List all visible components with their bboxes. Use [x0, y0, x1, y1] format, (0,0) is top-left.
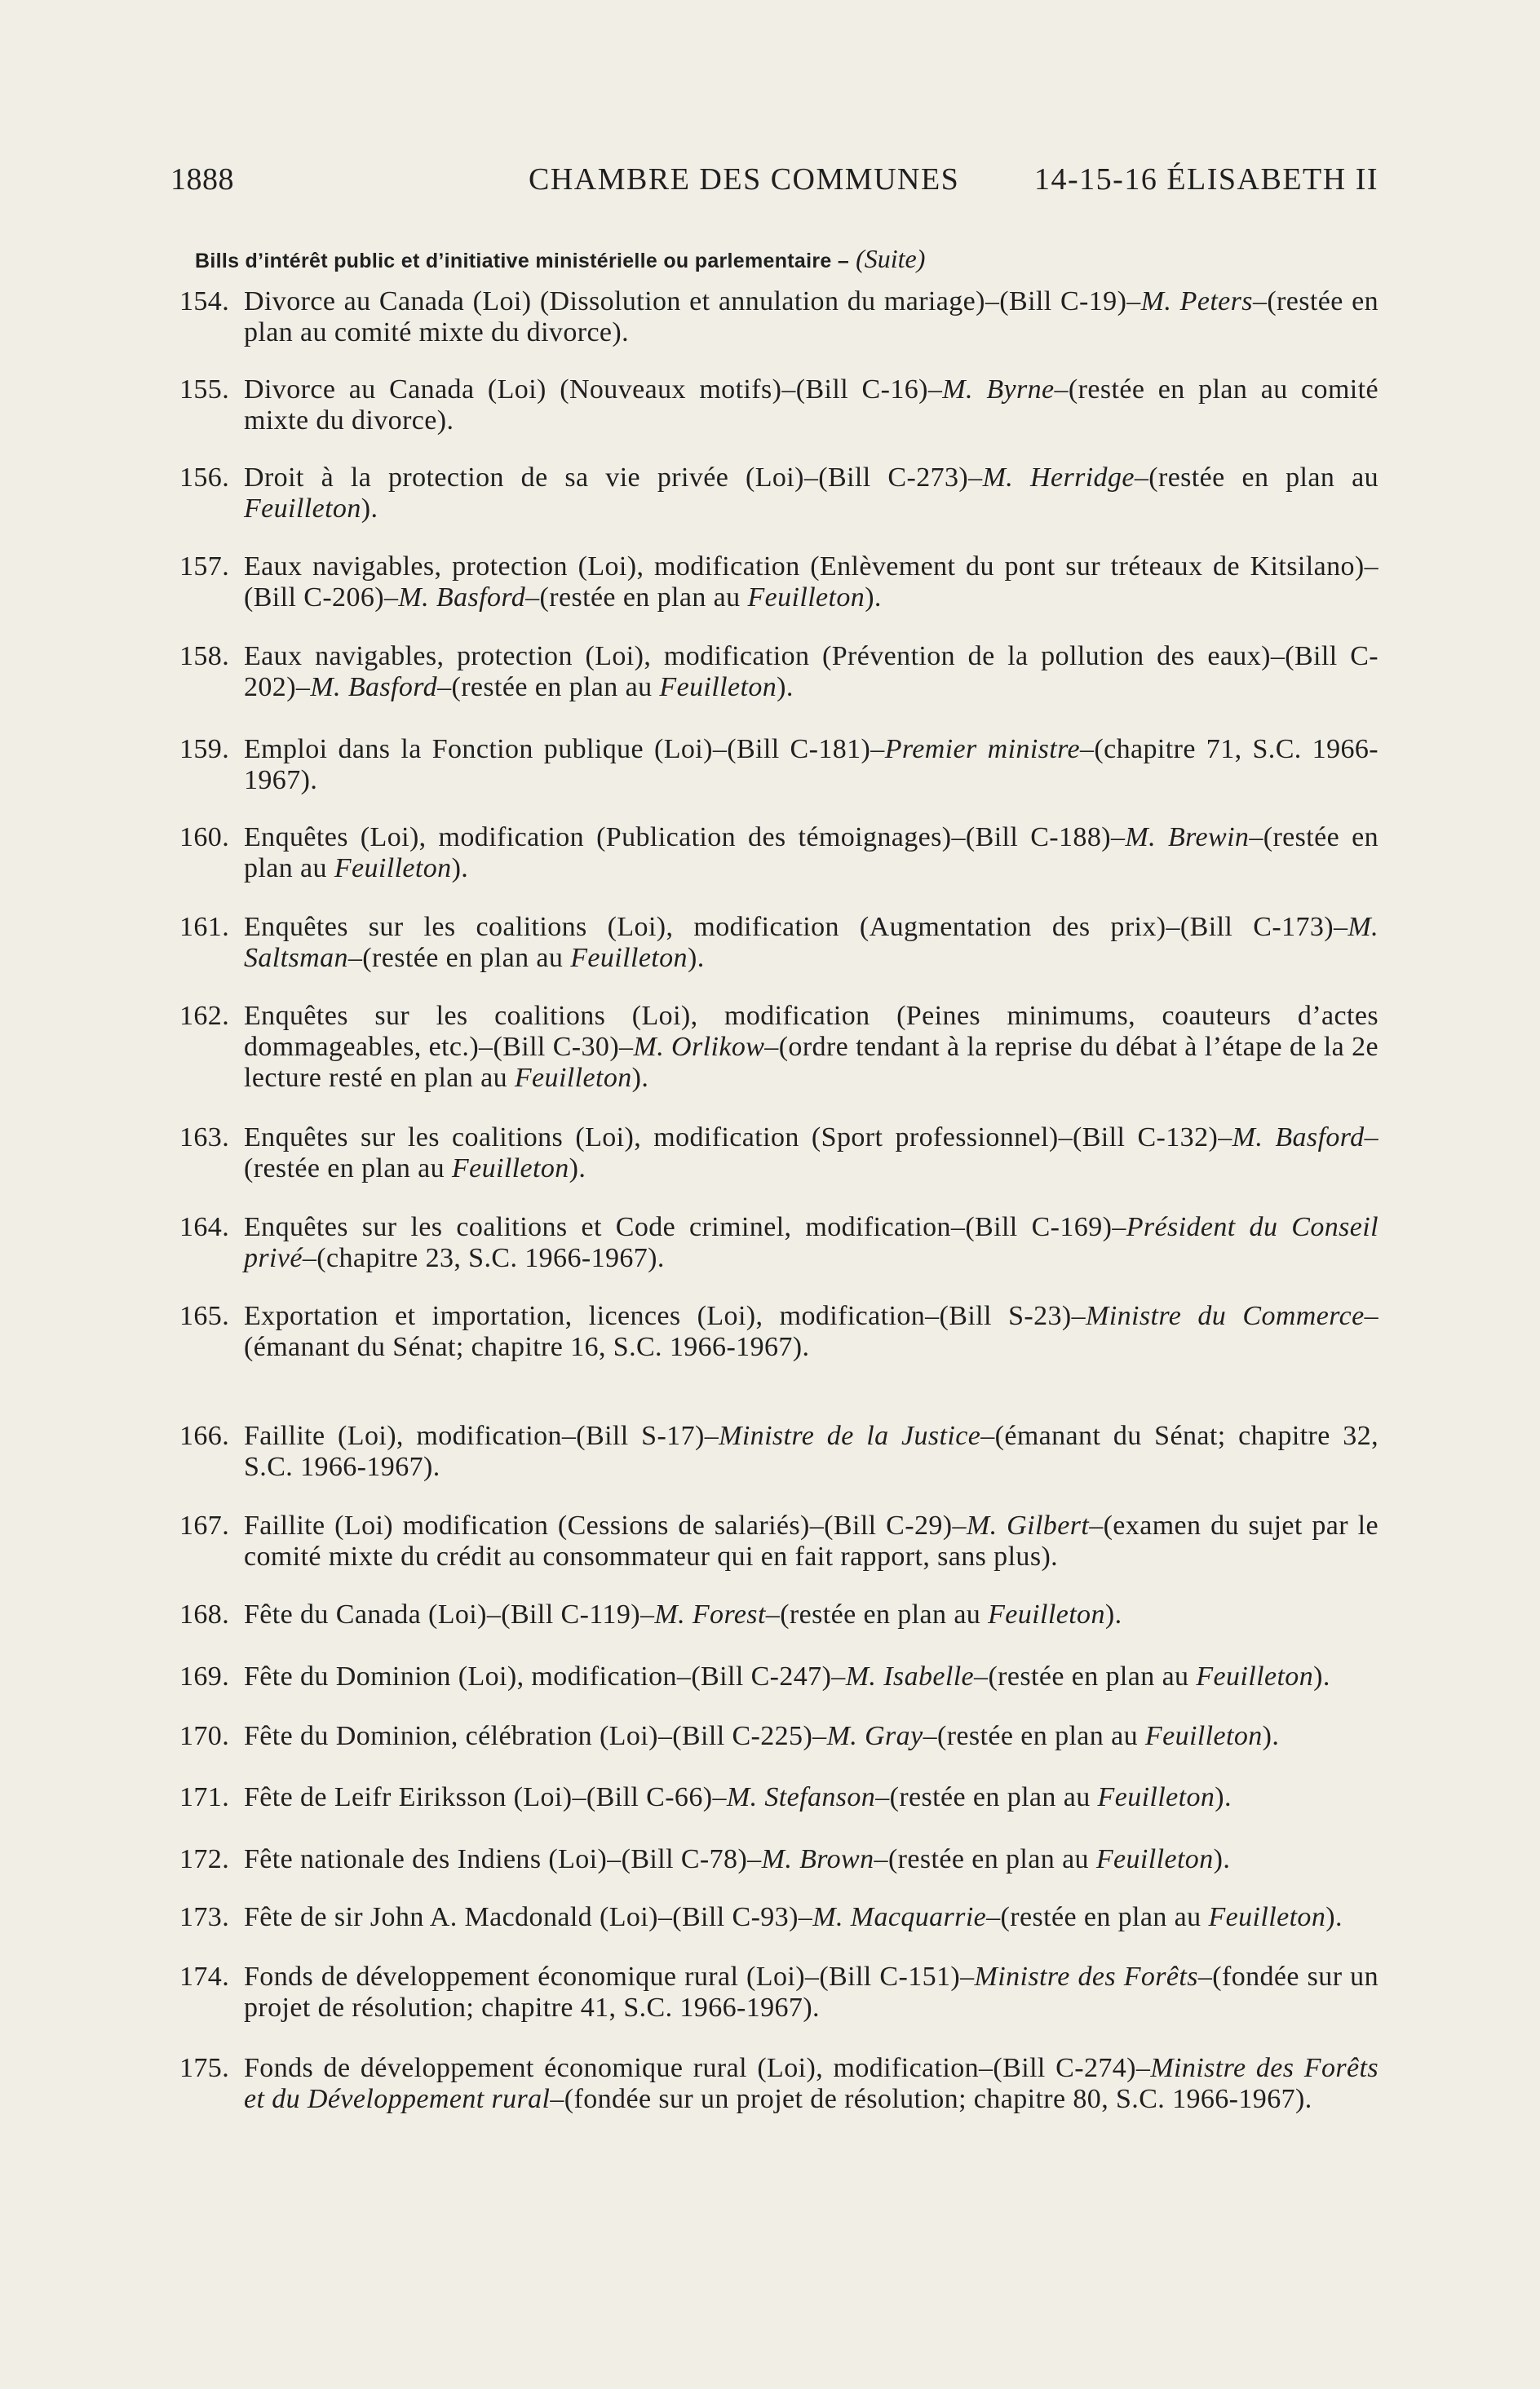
- bill-text: –(restée en plan au: [986, 1902, 1209, 1932]
- bill-text: –(examen du sujet par le comité mixte du crédit au consommateur qui en fait rapport, sans plus).: [244, 1511, 1378, 1572]
- bill-entry: [179, 1661, 1378, 1692]
- bill-text-italic: M. Basford: [398, 582, 526, 613]
- bill-text: –(restée en plan au comité mixte du divorce).: [244, 374, 1378, 436]
- bill-text-italic: Feuilleton: [514, 1063, 632, 1093]
- bill-text-italic: M. Gray: [826, 1721, 923, 1751]
- bill-number: 171.: [179, 1782, 230, 1812]
- bill-description: [244, 2053, 1378, 2115]
- bill-entry: [179, 1001, 1378, 1094]
- bill-entry: [179, 462, 1378, 524]
- bill-text: Fête de sir John A. Macdonald (Loi)–(Bill C-93)–: [244, 1902, 813, 1932]
- bill-text: –(restée en plan au: [765, 1599, 989, 1630]
- bill-entry: [179, 1844, 1378, 1875]
- bill-text-italic: Ministre du Commerce: [1086, 1301, 1365, 1331]
- bill-entry: [179, 1511, 1378, 1573]
- bill-description: [244, 912, 1378, 974]
- bill-text: Exportation et importation, licences (Loi), modification–(Bill S-23)–: [244, 1301, 1086, 1331]
- bill-number: 169.: [179, 1661, 230, 1692]
- bill-text: Divorce au Canada (Loi) (Nouveaux motifs)–(Bill C-16)–: [244, 374, 943, 405]
- bill-text: Enquêtes sur les coalitions (Loi), modification (Augmentation des prix)–(Bill C-173)–: [244, 912, 1348, 942]
- bill-text: –(restée en plan au: [874, 1844, 1096, 1874]
- bill-text: ).: [631, 1063, 649, 1093]
- bill-description: [244, 1962, 1378, 2024]
- bill-text-italic: M. Basford: [1232, 1122, 1365, 1152]
- bill-entry: [179, 551, 1378, 613]
- bill-description: [244, 551, 1378, 613]
- bill-text-italic: Ministre des Forêts et du Développement rural: [244, 2053, 1378, 2114]
- bill-text-italic: M. Byrne: [942, 374, 1055, 405]
- bill-text-italic: Feuilleton: [1196, 1661, 1314, 1692]
- bill-text: Fête du Dominion (Loi), modification–(Bill C-247)–: [244, 1661, 846, 1692]
- bill-entry: [179, 822, 1378, 884]
- bill-text-italic: Feuilleton: [244, 493, 361, 524]
- bill-text: Fête du Dominion, célébration (Loi)–(Bill C-225)–: [244, 1721, 827, 1751]
- bill-description: [244, 1844, 1378, 1875]
- bill-text: ).: [1213, 1844, 1231, 1874]
- bill-text: ).: [1215, 1782, 1232, 1812]
- bill-text: –(restée en plan au: [875, 1782, 1098, 1812]
- bill-description: [244, 1599, 1378, 1630]
- bill-number: 170.: [179, 1721, 230, 1751]
- bill-description: [244, 1902, 1378, 1933]
- bill-text: –(restée en plan au: [1134, 462, 1378, 493]
- bill-description: [244, 822, 1378, 884]
- bill-text: Emploi dans la Fonction publique (Loi)–(Bill C-181)–: [244, 734, 885, 764]
- bill-text: –(émanant du Sénat; chapitre 16, S.C. 1966-1967).: [244, 1301, 1378, 1362]
- bill-entry: [179, 286, 1378, 348]
- bill-text: ).: [1325, 1902, 1343, 1932]
- bill-text: Faillite (Loi), modification–(Bill S-17)–: [244, 1421, 719, 1451]
- bill-number: 172.: [179, 1844, 230, 1874]
- session-label: 14-15-16 ÉLISABETH II: [1034, 162, 1378, 197]
- bill-text: ).: [687, 943, 705, 973]
- bill-text-italic: M. Gilbert: [966, 1511, 1090, 1541]
- bill-text-italic: M. Stefanson: [726, 1782, 876, 1812]
- bill-text: Fête de Leifr Eiriksson (Loi)–(Bill C-66)–: [244, 1782, 727, 1812]
- bill-text: –(fondée sur un projet de résolution; chapitre 41, S.C. 1966-1967).: [244, 1962, 1378, 2023]
- bill-text: Enquêtes sur les coalitions (Loi), modification (Peines minimums, coauteurs d’actes dommageables, etc.)–(Bill C-30)–: [244, 1001, 1378, 1062]
- bill-text: Divorce au Canada (Loi) (Dissolution et annulation du mariage)–(Bill C-19)–: [244, 286, 1141, 316]
- bill-text-italic: M. Forest: [654, 1599, 766, 1630]
- bill-text: ).: [1262, 1721, 1280, 1751]
- bill-text: –(ordre tendant à la reprise du débat à l’étape de la 2e lecture resté en plan au: [244, 1032, 1378, 1093]
- bill-text-italic: Premier ministre: [884, 734, 1081, 764]
- bill-entry: [179, 374, 1378, 436]
- bill-description: [244, 1001, 1378, 1094]
- bill-text: ).: [777, 672, 794, 702]
- bill-text-italic: M. Herridge: [982, 462, 1135, 493]
- bill-text: Droit à la protection de sa vie privée (Loi)–(Bill C-273)–: [244, 462, 983, 493]
- page-number: 1888: [170, 162, 234, 197]
- bill-text: ).: [451, 853, 469, 883]
- bill-text: –(restée en plan au: [923, 1721, 1145, 1751]
- bill-text: Enquêtes sur les coalitions et Code criminel, modification–(Bill C-169)–: [244, 1212, 1126, 1242]
- bill-text: Fête nationale des Indiens (Loi)–(Bill C-78)–: [244, 1844, 762, 1874]
- bill-entry: [179, 1962, 1378, 2024]
- bill-text: ).: [361, 493, 378, 524]
- bill-text: Enquêtes sur les coalitions (Loi), modification (Sport professionnel)–(Bill C-132)–: [244, 1122, 1232, 1152]
- bill-text-italic: M. Brown: [761, 1844, 874, 1874]
- bill-number: 156.: [179, 462, 230, 493]
- bill-description: [244, 641, 1378, 703]
- bill-text-italic: M. Isabelle: [845, 1661, 975, 1692]
- bill-description: [244, 286, 1378, 348]
- bill-text-italic: M. Basford: [310, 672, 438, 702]
- bill-number: 161.: [179, 912, 230, 942]
- bill-text: –(chapitre 71, S.C. 1966-1967).: [244, 734, 1378, 795]
- bill-text: –(restée en plan au: [244, 822, 1378, 883]
- bill-text: Fonds de développement économique rural (Loi), modification–(Bill C-274)–: [244, 2053, 1151, 2083]
- bill-number: 162.: [179, 1001, 230, 1031]
- bill-entry: [179, 1599, 1378, 1630]
- bill-text: –(restée en plan au: [437, 672, 660, 702]
- bill-text-italic: Feuilleton: [1097, 1782, 1215, 1812]
- bill-text-italic: Feuilleton: [1144, 1721, 1263, 1751]
- bill-text-italic: Ministre de la Justice: [719, 1421, 981, 1451]
- bill-entry: [179, 912, 1378, 974]
- bill-text: ).: [569, 1153, 586, 1183]
- bill-number: 163.: [179, 1122, 230, 1152]
- bill-text: ).: [1313, 1661, 1330, 1692]
- bill-text-italic: Feuilleton: [451, 1153, 569, 1183]
- bill-number: 164.: [179, 1212, 230, 1242]
- bill-entry: [179, 734, 1378, 796]
- running-title: CHAMBRE DES COMMUNES: [529, 162, 960, 197]
- bill-text: Eaux navigables, protection (Loi), modification (Prévention de la pollution des eaux)–(Bill C-202)–: [244, 641, 1378, 702]
- bill-text: Enquêtes (Loi), modification (Publication des témoignages)–(Bill C-188)–: [244, 822, 1126, 852]
- bill-text: –(restée en plan au: [244, 1122, 1378, 1183]
- bill-number: 174.: [179, 1962, 230, 1992]
- bill-number: 154.: [179, 286, 230, 316]
- bill-number: 165.: [179, 1301, 230, 1331]
- bill-text: –(émanant du Sénat; chapitre 32, S.C. 1966-1967).: [244, 1421, 1378, 1482]
- bill-text-italic: M. Orlikow: [633, 1032, 765, 1062]
- bill-entry: [179, 1421, 1378, 1483]
- bill-description: [244, 1782, 1378, 1813]
- bill-number: 157.: [179, 551, 230, 582]
- bill-number: 160.: [179, 822, 230, 852]
- bill-number: 155.: [179, 374, 230, 405]
- bill-text: ).: [865, 582, 882, 613]
- bill-text: Fête du Canada (Loi)–(Bill C-119)–: [244, 1599, 655, 1630]
- bill-text: Faillite (Loi) modification (Cessions de salariés)–(Bill C-29)–: [244, 1511, 967, 1541]
- bill-text-italic: Feuilleton: [988, 1599, 1105, 1630]
- bill-text-italic: M. Brewin: [1125, 822, 1250, 852]
- bill-description: [244, 1421, 1378, 1483]
- bill-entry: [179, 2053, 1378, 2115]
- bill-text-italic: M. Saltsman: [244, 912, 1378, 973]
- bill-text: –(restée en plan au comité mixte du divorce).: [244, 286, 1378, 347]
- bill-number: 173.: [179, 1902, 230, 1932]
- bill-text-italic: Feuilleton: [747, 582, 865, 613]
- bill-number: 167.: [179, 1511, 230, 1541]
- bill-entry: [179, 1301, 1378, 1363]
- bill-text-italic: Feuilleton: [1208, 1902, 1326, 1932]
- bill-entry: [179, 1902, 1378, 1933]
- bill-entry: [179, 1782, 1378, 1813]
- bill-text: –(restée en plan au: [974, 1661, 1197, 1692]
- section-suite-label: (Suite): [856, 244, 926, 273]
- bill-description: [244, 1721, 1378, 1752]
- bill-text-italic: Feuilleton: [659, 672, 777, 702]
- bill-text: –(chapitre 23, S.C. 1966-1967).: [302, 1243, 665, 1273]
- bill-text-italic: Ministre des Forêts: [974, 1962, 1198, 1992]
- bill-text: ).: [1104, 1599, 1122, 1630]
- bill-number: 175.: [179, 2053, 230, 2083]
- bill-text-italic: Président du Conseil privé: [244, 1212, 1378, 1273]
- bill-text-italic: Feuilleton: [334, 853, 452, 883]
- bill-description: [244, 1661, 1378, 1692]
- bill-entry: [179, 1212, 1378, 1274]
- bill-number: 159.: [179, 734, 230, 764]
- bill-description: [244, 374, 1378, 436]
- bill-text: –(fondée sur un projet de résolution; chapitre 80, S.C. 1966-1967).: [550, 2084, 1312, 2114]
- bill-description: [244, 1511, 1378, 1573]
- bill-text-italic: Feuilleton: [570, 943, 688, 973]
- bill-text-italic: M. Peters: [1140, 286, 1253, 316]
- bill-number: 168.: [179, 1599, 230, 1630]
- bill-description: [244, 1212, 1378, 1274]
- bill-description: [244, 462, 1378, 524]
- bill-description: [244, 1301, 1378, 1363]
- bill-number: 166.: [179, 1421, 230, 1451]
- section-heading-text: Bills d’intérêt public et d’initiative ministérielle ou parlementaire –: [195, 250, 850, 272]
- bill-description: [244, 1122, 1378, 1184]
- bill-number: 158.: [179, 641, 230, 671]
- bill-text: –(restée en plan au: [525, 582, 748, 613]
- bill-text: Eaux navigables, protection (Loi), modification (Enlèvement du pont sur tréteaux de Kitsilano)–(Bill C-206)–: [244, 551, 1378, 613]
- bill-text-italic: M. Macquarrie: [812, 1902, 987, 1932]
- bill-entry: [179, 1122, 1378, 1184]
- bill-text: –(restée en plan au: [347, 943, 571, 973]
- bill-text-italic: Feuilleton: [1095, 1844, 1214, 1874]
- bill-entry: [179, 641, 1378, 703]
- bill-text: Fonds de développement économique rural (Loi)–(Bill C-151)–: [244, 1962, 975, 1992]
- bill-entry: [179, 1721, 1378, 1752]
- bill-description: [244, 734, 1378, 796]
